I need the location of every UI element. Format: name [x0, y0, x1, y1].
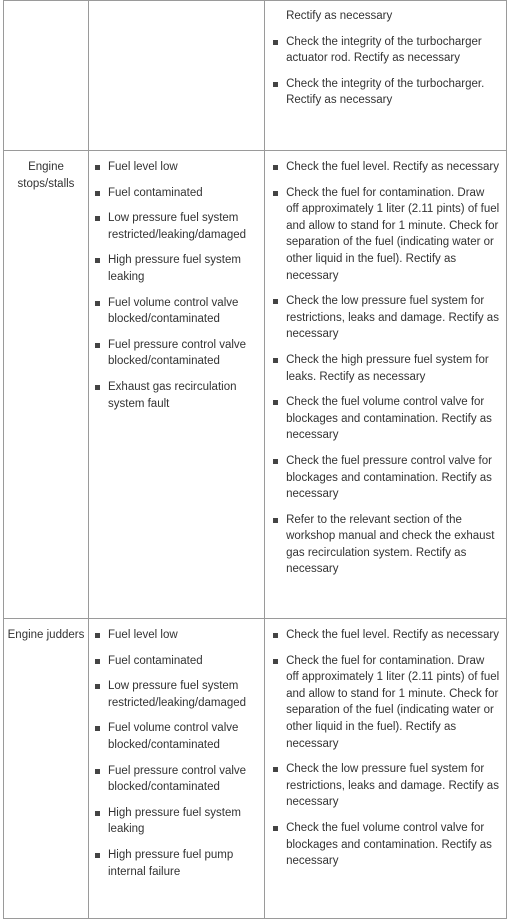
bullet-icon	[273, 459, 278, 464]
list-item	[89, 847, 264, 880]
table-row	[4, 619, 507, 919]
cause-text: High pressure fuel system leaking	[108, 806, 241, 836]
list-item	[89, 159, 264, 176]
table-row	[4, 151, 507, 619]
bullet-icon	[273, 633, 278, 638]
list-item	[265, 352, 506, 385]
bullet-icon	[95, 216, 100, 221]
action-text: Check the low pressure fuel system for restrictions, leaks and damage. Rectify as necessary	[286, 295, 499, 341]
symptom-cell	[4, 151, 89, 619]
bullet-icon	[273, 358, 278, 363]
list-item	[89, 763, 264, 796]
action-text: Check the fuel for contamination. Draw off approximately 1 liter (2.11 pints) of fuel and allow to stand for 1 minute. Check for separation of the fuel (indicating water or other liquid in the fuel). Rectify as necessary	[286, 654, 500, 750]
cause-text: High pressure fuel system leaking	[108, 254, 241, 283]
cause-text: Low pressure fuel system restricted/leaking/damaged	[108, 680, 247, 709]
list-item	[89, 627, 264, 644]
action-text: Check the integrity of the turbocharger actuator rod. Rectify as necessary	[286, 35, 482, 65]
bullet-icon	[95, 165, 100, 170]
action-text: Check the high pressure fuel system for leaks. Rectify as necessary	[286, 353, 489, 383]
symptom-cell	[4, 619, 89, 919]
actions-list	[265, 159, 506, 578]
causes-list	[89, 627, 264, 880]
list-item	[89, 720, 264, 753]
table-row	[4, 1, 507, 151]
symptom-label: Engine judders	[7, 629, 85, 641]
cause-text: Fuel contaminated	[108, 186, 203, 199]
diagnostic-table-body	[4, 1, 507, 919]
action-text: Check the low pressure fuel system for restrictions, leaks and damage. Rectify as necessary	[286, 763, 499, 809]
bullet-icon	[273, 299, 278, 304]
bullet-icon	[95, 726, 100, 731]
bullet-icon	[95, 191, 100, 196]
cause-text: Fuel pressure control valve blocked/contaminated	[108, 764, 247, 794]
bullet-icon	[95, 633, 100, 638]
bullet-icon	[273, 518, 278, 523]
list-item	[89, 678, 264, 711]
list-item	[265, 34, 506, 67]
bullet-icon	[95, 301, 100, 306]
list-item	[265, 159, 506, 176]
cause-text: Fuel pressure control valve blocked/contaminated	[108, 338, 247, 368]
bullet-icon	[273, 400, 278, 405]
symptom-label: Engine stops/stalls	[17, 161, 75, 190]
bullet-icon	[95, 258, 100, 263]
bullet-icon	[273, 659, 278, 664]
actions-cell	[265, 151, 507, 619]
list-item	[265, 76, 506, 109]
bullet-icon	[95, 853, 100, 858]
diagnostic-table	[3, 0, 507, 919]
bullet-icon	[273, 767, 278, 772]
list-item	[265, 453, 506, 503]
action-text: Check the fuel volume control valve for blockages and contamination. Rectify as necessary	[286, 821, 492, 868]
list-item	[265, 627, 506, 644]
cause-text: Fuel level low	[108, 629, 178, 641]
cause-text: Fuel volume control valve blocked/contaminated	[108, 722, 239, 751]
action-text: Check the fuel for contamination. Draw off approximately 1 liter (2.11 pints) of fuel and allow to stand for 1 minute. Check for separation of the fuel (indicating water or other liquid in the fuel). Rectify as necessary	[286, 186, 500, 282]
list-item	[265, 761, 506, 811]
list-item	[89, 337, 264, 370]
cause-text: Fuel volume control valve blocked/contaminated	[108, 296, 239, 326]
list-item	[265, 394, 506, 444]
list-item	[89, 252, 264, 285]
causes-cell	[89, 1, 265, 151]
cause-text: Fuel contaminated	[108, 654, 203, 667]
bullet-icon	[273, 165, 278, 170]
bullet-icon	[95, 343, 100, 348]
list-item	[265, 185, 506, 285]
list-item	[265, 653, 506, 753]
action-text: Check the fuel level. Rectify as necessary	[286, 161, 499, 173]
action-text: Check the fuel volume control valve for blockages and contamination. Rectify as necessary	[286, 396, 492, 442]
action-text: Check the integrity of the turbocharger. Rectify as necessary	[286, 77, 485, 107]
cause-text: Fuel level low	[108, 161, 178, 173]
causes-cell	[89, 151, 265, 619]
list-item	[89, 379, 264, 412]
actions-cell	[265, 619, 507, 919]
list-item	[89, 185, 264, 202]
symptom-cell	[4, 1, 89, 151]
cause-text: High pressure fuel pump internal failure	[108, 848, 234, 878]
action-text: Check the fuel level. Rectify as necessary	[286, 629, 499, 641]
list-item	[265, 820, 506, 870]
bullet-icon	[95, 811, 100, 816]
actions-cell	[265, 1, 507, 151]
list-item	[89, 210, 264, 243]
bullet-icon	[95, 684, 100, 689]
actions-list	[265, 627, 506, 870]
list-item	[89, 805, 264, 838]
list-item	[89, 653, 264, 670]
action-continued-text: Rectify as necessary	[286, 10, 393, 22]
action-text: Refer to the relevant section of the workshop manual and check the exhaust gas recirculation system. Rectify as necessary	[286, 513, 495, 576]
bullet-icon	[95, 385, 100, 390]
bullet-icon	[273, 40, 278, 45]
causes-cell	[89, 619, 265, 919]
causes-list	[89, 159, 264, 412]
bullet-icon	[95, 769, 100, 774]
bullet-icon	[95, 659, 100, 664]
bullet-icon	[273, 191, 278, 196]
bullet-icon	[273, 82, 278, 87]
actions-list	[265, 34, 506, 109]
list-item	[265, 512, 506, 578]
list-item	[89, 295, 264, 328]
bullet-icon	[273, 826, 278, 831]
symptom-label	[4, 1, 88, 9]
list-item	[265, 293, 506, 343]
cause-text: Exhaust gas recirculation system fault	[108, 380, 237, 410]
cause-text: Low pressure fuel system restricted/leaking/damaged	[108, 212, 247, 241]
action-text: Check the fuel pressure control valve for blockages and contamination. Rectify as necessary	[286, 454, 492, 501]
